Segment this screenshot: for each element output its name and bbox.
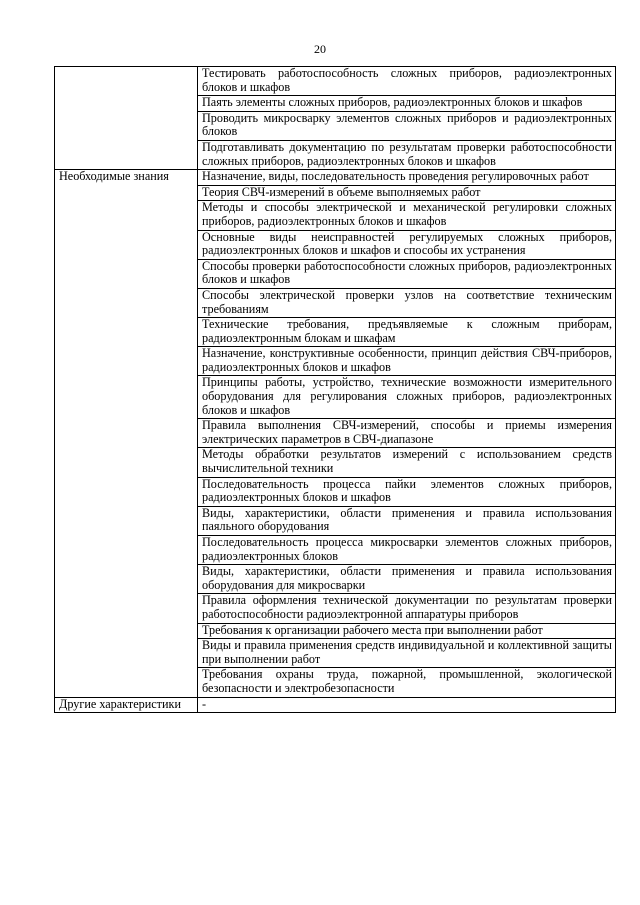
page-number: 20	[314, 42, 326, 56]
table-row	[55, 67, 616, 96]
knowledge-item: Последовательность процесса микросварки элементов сложных приборов, радиоэлектронных блоков	[198, 536, 616, 565]
knowledge-label: Необходимые знания	[55, 170, 198, 697]
knowledge-item: Принципы работы, устройство, технические возможности измерительного оборудования для регулирования сложных приборов, радиоэлектронных блоков и шкафов	[198, 376, 616, 419]
knowledge-item: Назначение, виды, последовательность проведения регулировочных работ	[198, 170, 616, 186]
knowledge-item: Правила выполнения СВЧ-измерений, способы и приемы измерения электрических параметров в СВЧ-диапазоне	[198, 419, 616, 448]
knowledge-item: Назначение, конструктивные особенности, принцип действия СВЧ-приборов, радиоэлектронных блоков и шкафов	[198, 347, 616, 376]
skill-item: Тестировать работоспособность сложных приборов, радиоэлектронных блоков и шкафов	[198, 67, 616, 96]
skill-item: Паять элементы сложных приборов, радиоэлектронных блоков и шкафов	[198, 96, 616, 112]
other-characteristics-label: Другие характеристики	[55, 697, 198, 713]
knowledge-item: Виды, характеристики, области применения и правила использования паяльного оборудования	[198, 506, 616, 535]
knowledge-item: Методы обработки результатов измерений с использованием средств вычислительной техники	[198, 448, 616, 477]
knowledge-item: Способы электрической проверки узлов на соответствие техническим требованиям	[198, 288, 616, 317]
skill-item: Подготавливать документацию по результатам проверки работоспособности сложных приборов, радиоэлектронных блоков и шкафов	[198, 140, 616, 169]
knowledge-item: Требования к организации рабочего места при выполнении работ	[198, 623, 616, 639]
knowledge-item: Технические требования, предъявляемые к сложным приборам, радиоэлектронным блокам и шкафам	[198, 318, 616, 347]
table-row	[55, 170, 616, 186]
knowledge-item: Теория СВЧ-измерений в объеме выполняемых работ	[198, 185, 616, 201]
knowledge-item: Основные виды неисправностей регулируемых сложных приборов, радиоэлектронных блоков и шкафов и способы их устранения	[198, 230, 616, 259]
knowledge-item: Методы и способы электрической и механической регулировки сложных приборов, радиоэлектронных блоков и шкафов	[198, 201, 616, 230]
other-characteristics-value: -	[198, 697, 616, 713]
knowledge-item: Виды и правила применения средств индивидуальной и коллективной защиты при выполнении работ	[198, 639, 616, 668]
knowledge-item: Виды, характеристики, области применения и правила использования оборудования для микросварки	[198, 565, 616, 594]
requirements-table	[54, 66, 616, 713]
knowledge-item: Требования охраны труда, пожарной, промышленной, экологической безопасности и электробезопасности	[198, 668, 616, 697]
table-row	[55, 697, 616, 713]
skill-item: Проводить микросварку элементов сложных приборов и радиоэлектронных блоков	[198, 111, 616, 140]
requirements-table-body	[55, 67, 616, 713]
skills-label-cell	[55, 67, 198, 170]
knowledge-item: Способы проверки работоспособности сложных приборов, радиоэлектронных блоков и шкафов	[198, 259, 616, 288]
knowledge-item: Последовательность процесса пайки элементов сложных приборов, радиоэлектронных блоков и шкафов	[198, 477, 616, 506]
knowledge-item: Правила оформления технической документации по результатам проверки работоспособности радиоэлектронной аппаратуры приборов	[198, 594, 616, 623]
